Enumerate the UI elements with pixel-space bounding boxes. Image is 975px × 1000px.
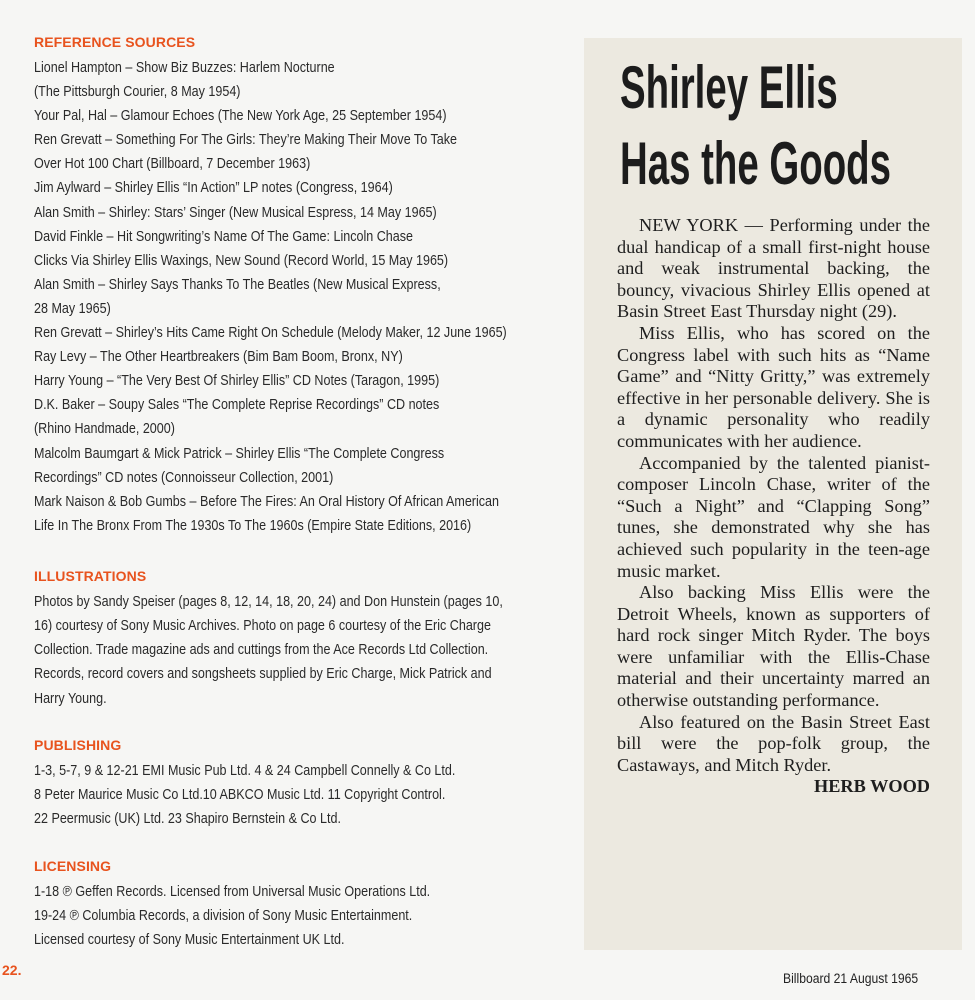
reference-line: Alan Smith – Shirley: Stars’ Singer (New Musical Espress, 14 May 1965) (34, 204, 437, 221)
reference-line: Harry Young – “The Very Best Of Shirley Ellis” CD Notes (Taragon, 1995) (34, 373, 440, 390)
licensing-lines (34, 880, 574, 953)
licensing-line: Licensed courtesy of Sony Music Entertainment UK Ltd. (34, 931, 345, 948)
illustrations-heading: ILLUSTRATIONS (34, 567, 147, 584)
reference-line: Alan Smith – Shirley Says Thanks To The Beatles (New Musical Express, (34, 276, 441, 293)
article-last-text: Also featured on the Basin Street East bill were the pop-folk group, the Castaways, and Mitch Ryder. (617, 711, 930, 775)
clipping-headline (620, 50, 891, 202)
article-paragraph: NEW YORK — Performing under the dual handicap of a small first-night house and weak instrumental backing, the bouncy, vivacious Shirley Ellis opened at Basin Street East Thursday night (29). (617, 215, 930, 322)
reference-line: (Rhino Handmade, 2000) (34, 421, 175, 438)
illustrations-line: Photos by Sandy Speiser (pages 8, 12, 14, 18, 20, 24) and Don Hunstein (pages 10, (34, 593, 503, 610)
illustrations-line: 16) courtesy of Sony Music Archives. Photo on page 6 courtesy of the Eric Charge (34, 618, 491, 635)
reference-line: Lionel Hampton – Show Biz Buzzes: Harlem Nocturne (34, 60, 335, 76)
clipping-caption: Billboard 21 August 1965 (783, 971, 919, 986)
reference-line: Your Pal, Hal – Glamour Echoes (The New York Age, 25 September 1954) (34, 108, 447, 125)
publishing-line: 8 Peter Maurice Music Co Ltd.10 ABKCO Music Ltd. 11 Copyright Control. (34, 787, 446, 804)
reference-line: Mark Naison & Bob Gumbs – Before The Fires: An Oral History Of African American (34, 493, 500, 510)
licensing-heading: LICENSING (34, 857, 112, 874)
illustrations-line: Harry Young. (34, 690, 107, 707)
article-paragraph: Accompanied by the talented pianist-composer Lincoln Chase, writer of the “Such a Night” and “Clapping Song” tunes, she demonstrated why she has achieved such popularity in the teen-age music market. (617, 452, 930, 581)
byline: HERB WOOD (814, 776, 930, 797)
article-paragraph-last (617, 711, 930, 797)
headline-line-1: Shirley Ellis (620, 54, 838, 121)
illustrations-section (34, 568, 574, 711)
illustrations-line: Records, record covers and songsheets supplied by Eric Charge, Mick Patrick and (34, 666, 492, 683)
publishing-line: 1-3, 5-7, 9 & 12-21 EMI Music Pub Ltd. 4 & 24 Campbell Connelly & Co Ltd. (34, 762, 456, 779)
reference-line: Clicks Via Shirley Ellis Waxings, New Sound (Record World, 15 May 1965) (34, 252, 449, 269)
clipping-article (617, 215, 930, 798)
publishing-lines (34, 759, 574, 832)
publishing-section (34, 737, 574, 832)
reference-line: Ray Levy – The Other Heartbreakers (Bim Bam Boom, Bronx, NY) (34, 349, 403, 366)
publishing-heading: PUBLISHING (34, 736, 122, 753)
page-number: 22. (2, 962, 22, 978)
reference-line: 28 May 1965) (34, 300, 111, 317)
publishing-line: 22 Peermusic (UK) Ltd. 23 Shapiro Bernstein & Co Ltd. (34, 811, 341, 828)
illustrations-line: Collection. Trade magazine ads and cuttings from the Ace Records Ltd Collection. (34, 642, 489, 659)
licensing-line: 19-24 ℗ Columbia Records, a division of Sony Music Entertainment. (34, 907, 413, 924)
reference-line: Ren Grevatt – Shirley’s Hits Came Right On Schedule (Melody Maker, 12 June 1965) (34, 325, 507, 342)
reference-line: Malcolm Baumgart & Mick Patrick – Shirley Ellis “The Complete Congress (34, 445, 445, 462)
reference-line: Jim Aylward – Shirley Ellis “In Action” LP notes (Congress, 1964) (34, 180, 393, 197)
article-paragraph: Miss Ellis, who has scored on the Congress label with such hits as “Name Game” and “Nitty Gritty,” was extremely effective in her personable delivery. She is a dynamic personality who readily communicates with her audience. (617, 322, 930, 451)
reference-line: Ren Grevatt – Something For The Girls: They’re Making Their Move To Take (34, 132, 457, 149)
credits-column (34, 34, 574, 972)
reference-line: (The Pittsburgh Courier, 8 May 1954) (34, 84, 241, 101)
reference-sources-section (34, 34, 574, 538)
article-paragraph: Also backing Miss Ellis were the Detroit Wheels, known as supporters of hard rock singer Mitch Ryder. The boys were unfamiliar with the Ellis-Chase material and their uncertainty marred an otherwise outstanding performance. (617, 582, 930, 711)
illustrations-lines (34, 590, 574, 711)
reference-sources-heading: REFERENCE SOURCES (34, 34, 196, 50)
reference-line: Over Hot 100 Chart (Billboard, 7 December 1963) (34, 156, 311, 173)
reference-line: Recordings” CD notes (Connoisseur Collection, 2001) (34, 469, 334, 486)
reference-lines (34, 56, 574, 538)
reference-line: Life In The Bronx From The 1930s To The 1960s (Empire State Editions, 2016) (34, 517, 472, 534)
licensing-section (34, 858, 574, 953)
headline-line-2: Has the Goods (620, 130, 891, 197)
newspaper-clipping (584, 38, 962, 950)
licensing-line: 1-18 ℗ Geffen Records. Licensed from Universal Music Operations Ltd. (34, 883, 431, 900)
reference-line: David Finkle – Hit Songwriting’s Name Of The Game: Lincoln Chase (34, 228, 414, 245)
reference-line: D.K. Baker – Soupy Sales “The Complete Reprise Recordings” CD notes (34, 397, 440, 414)
